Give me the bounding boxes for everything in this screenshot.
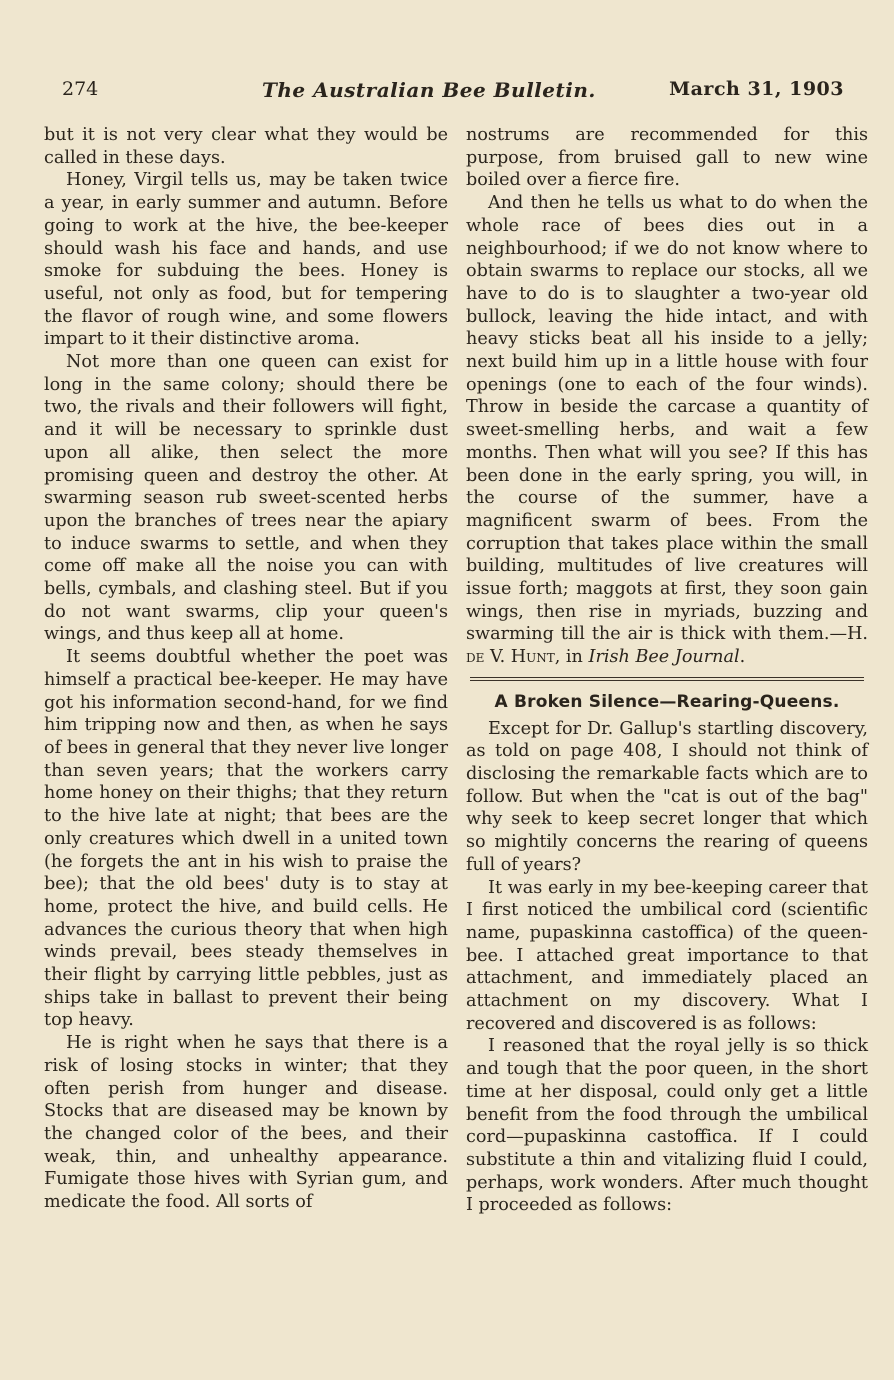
paragraph-text: And then he tells us what to do when the whole race of bees dies out in a neighbourhood; if we do not know where to obtain swarms to replace our stocks, all we have to do is to slaughter a two-year old bullock, leaving the hide intact, and with heavy sticks beat all his inside to a jelly; next build him up in a little house with four openings (one to each of the four winds). Throw in beside the carcase a quantity of sweet-smelling herbs, and wait a few months. Then what will you see? If this has been done in the early spring, you will, in the course of the summer, have a magnificent swarm of bees. From the corruption that takes place within the small building, multitudes of live creatures will issue forth; maggots at first, they soon gain wings, then rise in myriads, buzzing and swarming till the air is thick with them.—H. xyxy=(466,193,868,645)
section-divider xyxy=(470,677,864,681)
paragraph: It seems doubtful whether the poet was himself a practical bee-keeper. He may have got his information second-hand, for we find him tripping now and then, as when he says of bees in general that they never live longer than seven years; that the workers carry home honey on their thighs; that they return to the hive late at night; that bees are the only creatures which dwell in a united town (he forgets the ant in his wish to praise the bee); that the old bees' duty is to stay at home, protect the hive, and build cells. He advances the curious theory that when high winds prevail, bees steady themselves in their flight by carrying little pebbles, just as ships take in ballast to prevent their being top heavy. xyxy=(44,647,448,1031)
paragraph: I reasoned that the royal jelly is so thick and tough that the poor queen, in the short time at her disposal, could only get a little benefit from the food through the umbilical cord—pupaskinna castoffica. If I could substitute a thin and vitalizing fluid I could, perhaps, work wonders. After much thought I proceeded as follows: xyxy=(466,1036,868,1216)
paragraph: It was early in my bee-keeping career that I first noticed the umbilical cord (scientific name, pupaskinna castoffica) of the queen-bee. I attached great importance to that attachment, and immediately placed an attachment on my discovery. What I recovered and discovered is as follows: xyxy=(466,877,868,1034)
paragraph: but it is not very clear what they would be called in these days. xyxy=(44,125,448,168)
article-heading: A Broken Silence—Rearing-Queens. xyxy=(494,691,840,712)
right-column xyxy=(466,124,868,1217)
paragraph: Except for Dr. Gallup's startling discovery, as told on page 408, I should not think of disclosing the remarkable facts which are to follow. But when the "cat is out of the bag" why seek to keep secret longer that which so mightily concerns the rearing of queens full of years? xyxy=(466,718,868,875)
attribution-end: . xyxy=(739,647,746,668)
paragraph: Honey, Virgil tells us, may be taken twice a year, in early summer and autumn. Before going to work at the hive, the bee-keeper should wash his face and hands, and use smoke for subduing the bees. Honey is useful, not only as food, but for tempering the flavor of rough wine, and some flowers impart to it their distinctive aroma. xyxy=(44,170,448,350)
attribution-journal: Irish Bee Journal xyxy=(588,647,740,668)
page-number: 274 xyxy=(62,78,99,100)
attribution-author: de V. Hunt xyxy=(466,647,555,668)
paragraph: nostrums are recommended for this purpose, from bruised gall to new wine boiled over a fierce fire. xyxy=(466,125,868,191)
paragraph: He is right when he says that there is a risk of losing stocks in winter; that they often perish from hunger and disease. Stocks that are diseased may be known by the changed color of the bees, and their weak, thin, and unhealthy appearance. Fumigate those hives with Syrian gum, and medicate the food. All sorts of xyxy=(44,1033,448,1213)
paragraph-with-attribution xyxy=(466,192,868,669)
issue-date: March 31, 1903 xyxy=(669,78,844,100)
publication-title: The Australian Bee Bulletin. xyxy=(262,78,596,102)
left-column xyxy=(44,124,448,1214)
paragraph: Not more than one queen can exist for long in the same colony; should there be two, the rivals and their followers will fight, and it will be necessary to sprinkle dust upon all alike, then select the more promising queen and destroy the other. At swarming season rub sweet-scented herbs upon the branches of trees near the apiary to induce swarms to settle, and when they come off make all the noise you can with bells, cymbals, and clashing steel. But if you do not want swarms, clip your queen's wings, and thus keep all at home. xyxy=(44,352,448,645)
running-header xyxy=(62,78,844,108)
attribution-in: , in xyxy=(554,647,589,668)
